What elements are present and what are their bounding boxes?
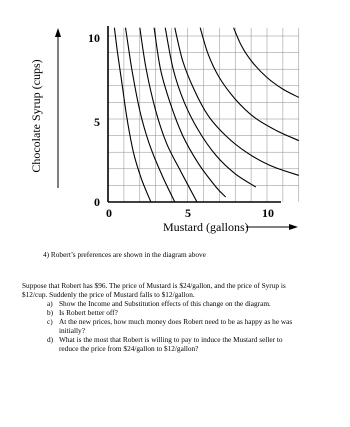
y-tick-5: 5 (94, 115, 100, 129)
question-item-text (59, 309, 118, 318)
y-axis-arrowhead (55, 28, 61, 37)
y-tick-10: 10 (88, 31, 100, 45)
indifference-curve-4 (154, 28, 226, 197)
indifference-curve-2 (126, 28, 175, 202)
question-item-letter: b) (47, 308, 54, 317)
question-item-text-line: initially? (59, 325, 85, 335)
indifference-curve-3 (140, 28, 197, 202)
question-item-text-line: At the new prices, how much money does Robert need to be as happy as he was (59, 317, 293, 326)
x-axis-arrowhead (289, 224, 298, 230)
question-heading: 4) Robert’s preferences are shown in the diagram above (43, 250, 206, 259)
question-item-letter: d) (47, 335, 54, 344)
indifference-curve-1 (114, 28, 150, 202)
grid (108, 28, 299, 202)
question-item-text-line: Is Robert better off? (59, 308, 118, 317)
x-tick-10: 10 (262, 206, 274, 220)
question-item-letter: c) (47, 317, 53, 326)
question-item-text-line: Show the Income and Substitution effects of this change on the diagram. (59, 299, 271, 308)
y-tick-0: 0 (94, 195, 100, 209)
question-item-text (59, 300, 271, 309)
x-tick-0: 0 (106, 206, 112, 220)
question-intro-line-2: $12/cup. Suddenly the price of Mustard falls to $12/gallon. (22, 290, 195, 299)
y-axis-label: Chocolate Syrup (cups) (29, 59, 43, 173)
question-item-text (59, 336, 283, 353)
indifference-curves (114, 28, 298, 202)
tick-labels (88, 31, 274, 220)
question-item-text (59, 318, 292, 335)
indifference-curve-8 (234, 28, 299, 98)
question-intro-line-1: Suppose that Robert has $96. The price of Mustard is $24/gallon, and the price of Syrup is (22, 281, 286, 290)
question-item-text-line: What is the most that Robert is willing to pay to induce the Mustard seller to (59, 335, 283, 344)
axes (55, 26, 298, 230)
question-item-text-line: reduce the price from $24/gallon to $12/gallon? (59, 343, 199, 353)
x-tick-5: 5 (185, 206, 191, 220)
x-axis-label: Mustard (gallons) (163, 220, 249, 234)
question-item-letter: a) (47, 299, 53, 308)
